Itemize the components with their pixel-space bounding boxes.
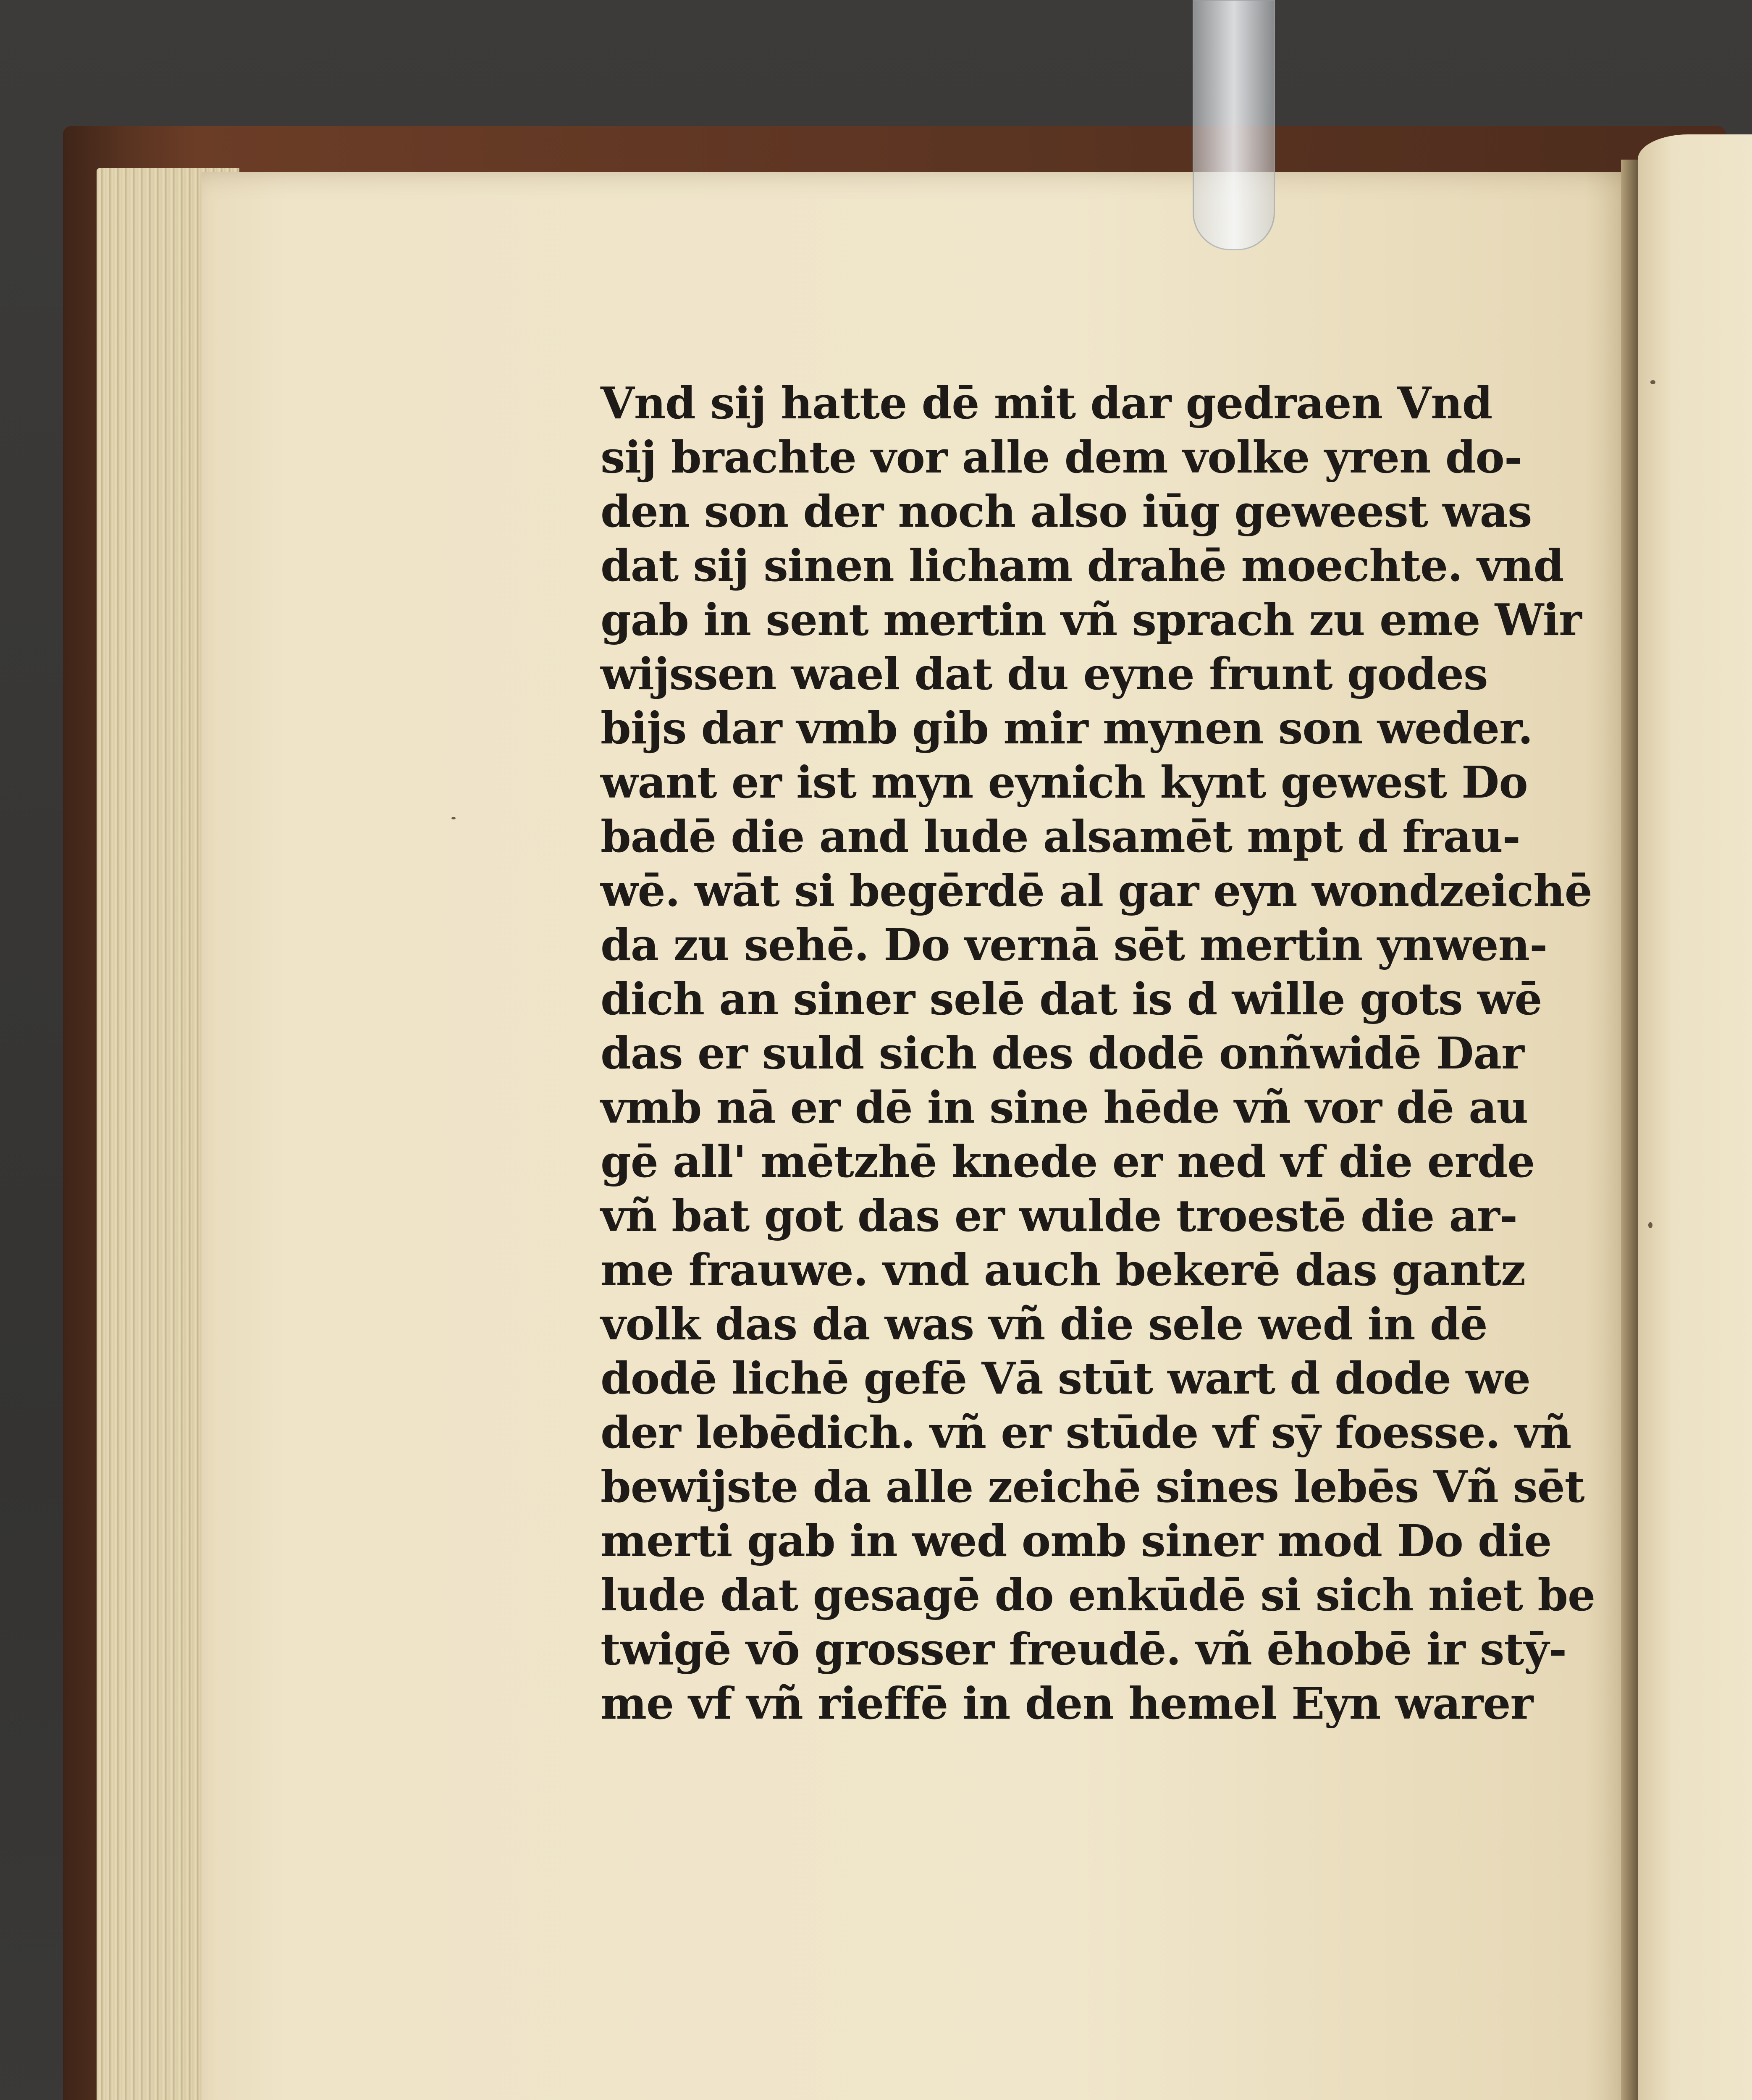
page-clip-top	[1193, 0, 1275, 250]
text-line: den son der noch also iūg geweest was	[601, 486, 1532, 537]
paper-spot	[1648, 1222, 1652, 1228]
text-line: Vnd sij hatte dē mit dar gedraen Vnd	[601, 377, 1492, 429]
text-line: dodē lichē gefē Vā stūt wart d dode we	[601, 1352, 1530, 1404]
text-line: me vf vñ rieffē in den hemel Eyn warer	[601, 1677, 1533, 1729]
text-line: me frauwe. vnd auch bekerē das gantz	[601, 1244, 1526, 1296]
text-block	[601, 376, 1595, 1796]
text-line: vmb nā er dē in sine hēde vñ vor dē au	[601, 1082, 1528, 1133]
text-line: dich an siner selē dat is d wille gots wē	[601, 973, 1542, 1025]
text-line: twigē vō grosser freudē. vñ ēhobē ir stȳ-	[601, 1623, 1567, 1675]
right-page	[1638, 134, 1752, 2100]
text-line: gab in sent mertin vñ sprach zu eme Wir	[601, 594, 1582, 646]
text-line: volk das da was vñ die sele wed in dē	[601, 1298, 1487, 1350]
text-line: wē. wāt si begērdē al gar eyn wondzeichē	[601, 865, 1592, 916]
text-line: der lebēdich. vñ er stūde vf sȳ foesse. vñ	[601, 1407, 1571, 1458]
text-line: das er suld sich des dodē onñwidē Dar	[601, 1027, 1524, 1079]
text-line: lude dat gesagē do enkūdē si sich niet be	[601, 1569, 1595, 1621]
text-line: bewijste da alle zeichē sines lebēs Vñ sēt	[601, 1461, 1584, 1512]
text-line: want er ist myn eynich kynt gewest Do	[601, 756, 1528, 808]
text-line: merti gab in wed omb siner mod Do die	[601, 1515, 1552, 1567]
paper-spot	[451, 817, 456, 819]
text-line: gē all' mētzhē knede er ned vf die erde	[601, 1136, 1535, 1187]
text-line: sij brachte vor alle dem volke yren do-	[601, 431, 1522, 483]
text-line: bijs dar vmb gib mir mynen son weder.	[601, 702, 1533, 754]
text-line: vñ bat got das er wulde troestē die ar-	[601, 1190, 1517, 1242]
text-line: wijssen wael dat du eyne frunt godes	[601, 648, 1488, 700]
text-line: dat sij sinen licham drahē moechte. vnd	[601, 540, 1564, 591]
text-line: da zu sehē. Do vernā sēt mertin ynwen-	[601, 919, 1547, 971]
paper-spot	[1650, 380, 1655, 384]
text-line: badē die and lude alsamēt mpt d frau-	[601, 811, 1520, 862]
